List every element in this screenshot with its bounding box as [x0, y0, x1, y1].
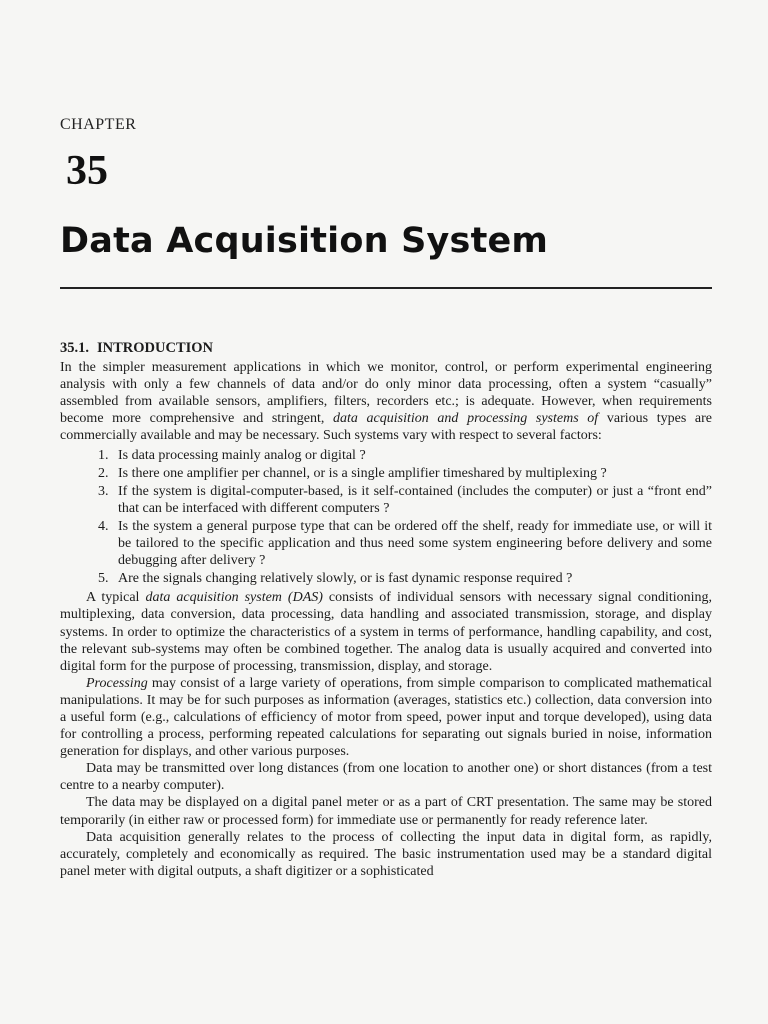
- list-item: 2. Is there one amplifier per channel, or is a single amplifier timeshared by multiplexing ?: [112, 465, 712, 482]
- intro-paragraph: [60, 359, 712, 444]
- acquisition-paragraph: Data acquisition generally relates to the process of collecting the input data in digital form, as rapidly, accurately, completely and economically as required. The basic instrumentation used may be a standard digital panel meter with digital outputs, a shaft digitizer or a sophisticated: [60, 829, 712, 879]
- section-title: INTRODUCTION: [97, 340, 214, 356]
- section-heading: [60, 340, 712, 357]
- das-text-a: A typical: [86, 590, 146, 606]
- list-item: 4. Is the system a general purpose type that can be ordered off the shelf, ready for immediate use, or will it be tailored to the specific application and thus need some system engineering before delivery and some debugging after delivery ?: [112, 518, 712, 569]
- processing-paragraph: [60, 675, 712, 760]
- transmit-paragraph: Data may be transmitted over long distances (from one location to another one) or short distances (from a test centre to a nearby computer).: [60, 761, 712, 794]
- intro-text-a: In the simpler measurement applications in which we monitor, control, or perform experimental engineering analysis with only a few channels of data and/or do only minor data processing, often a system “casually” assembled from available sensors, amplifiers, filters, recorders etc.; is adequate. However, when requirements become more comprehensive and stringent,: [60, 360, 712, 427]
- processing-emphasis: Processing: [86, 675, 148, 691]
- title-divider: [60, 287, 712, 289]
- das-text-b: consists of individual sensors with necessary signal conditioning, multiplexing, data conversion, data processing, data handling and associated transmission, storage, and display systems. In order to optimize the characteristics of a system in terms of performance, handling capability, and cost, the relevant sub-systems may often be combined together. The analog data is usually acquired and converted into digital form for the purpose of processing, transmission, display, and storage.: [60, 590, 713, 674]
- intro-emphasis: data acquisition and processing systems of: [333, 411, 599, 427]
- list-item: 5. Are the signals changing relatively slowly, or is fast dynamic response required ?: [112, 570, 712, 587]
- factors-list: [60, 447, 712, 588]
- chapter-label: CHAPTER: [60, 116, 137, 133]
- display-paragraph: The data may be displayed on a digital panel meter or as a part of CRT presentation. The same may be stored temporarily (in either raw or processed form) for immediate use or permanently for ready reference later.: [60, 795, 712, 828]
- chapter-body: [60, 340, 712, 880]
- processing-text: may consist of a large variety of operations, from simple comparison to complicated mathematical manipulations. It may be for such purposes as information (averages, statistics etc.) collection, data conversion into a useful form (e.g., calculations of efficiency of motor from speed, power input and torque developed), using data for controlling a process, performing repeated calculations for separating out signals buried in noise, information generation for displays, and other various purposes.: [60, 675, 712, 760]
- section-number: 35.1.: [60, 340, 89, 356]
- list-item: 3. If the system is digital-computer-based, is it self-contained (includes the computer) or just a “front end” that can be interfaced with different computers ?: [112, 483, 712, 517]
- das-paragraph: [60, 589, 712, 674]
- intro-text-b: various types are commercially available and may be necessary. Such systems vary with respect to several factors:: [60, 411, 713, 444]
- chapter-number: 35: [66, 148, 108, 194]
- list-item: 1. Is data processing mainly analog or digital ?: [112, 447, 712, 464]
- chapter-title: Data Acquisition System: [60, 221, 549, 261]
- das-emphasis: data acquisition system (DAS): [145, 590, 323, 606]
